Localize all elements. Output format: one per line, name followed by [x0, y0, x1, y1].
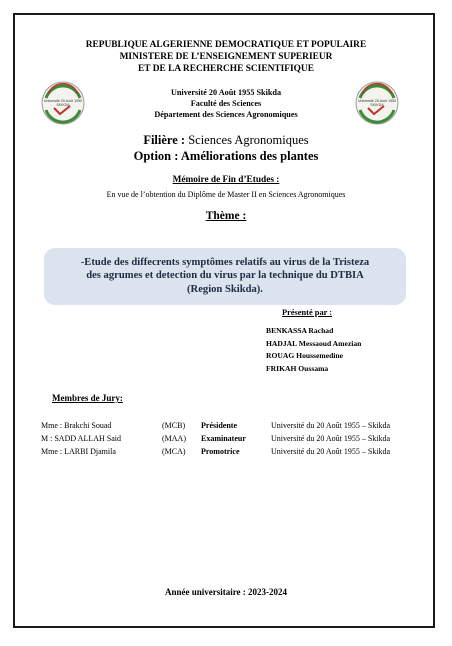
- option-line: [0, 149, 452, 163]
- filiere-line: [0, 133, 452, 147]
- department-name: Département des Sciences Agronomiques: [154, 110, 298, 119]
- faculty-name: Faculté des Sciences: [190, 99, 262, 108]
- theme-line-2: des agrumes et detection du virus par la technique du DTBIA: [86, 270, 364, 282]
- theme-line-3: (Region Skikda).: [187, 283, 263, 295]
- jury-title: Membres de Jury:: [52, 393, 123, 403]
- jury-member-institution: Université du 20 Août 1955 – Skikda: [271, 434, 391, 443]
- logo-text-city: SKIKDA: [56, 103, 70, 107]
- jury-member-role: Examinateur: [201, 434, 246, 443]
- jury-member-role: Présidente: [201, 421, 237, 430]
- jury-member-grade: (MCB): [162, 421, 186, 430]
- student-name: HADJAL Messaoud Amezian: [266, 338, 362, 348]
- option-label: Option :: [133, 149, 179, 163]
- header-line-republic: REPUBLIQUE ALGERIENNE DEMOCRATIQUE ET POPULAIRE: [85, 40, 367, 50]
- student-name: FRIKAH Oussama: [266, 364, 329, 374]
- memoire-subtitle: En vue de l’obtention du Diplôme de Master II en Sciences Agronomiques: [106, 190, 346, 199]
- jury-member-name: Mme : Brakchi Souad: [41, 421, 112, 430]
- header-line-ministry: MINISTERE DE L’ENSEIGNEMENT SUPERIEUR: [119, 52, 333, 62]
- jury-member-grade: (MCA): [162, 447, 186, 456]
- jury-member-institution: Université du 20 Août 1955 – Skikda: [271, 447, 391, 456]
- theme-title: [48, 256, 402, 296]
- students-list: [266, 325, 361, 376]
- filiere-value: Sciences Agronomiques: [188, 133, 309, 147]
- academic-year: Année universitaire : 2023-2024: [164, 587, 288, 597]
- logo-text-city: SKIKDA: [370, 103, 384, 107]
- option-value: Améliorations des plantes: [180, 149, 319, 163]
- memoire-title: Mémoire de Fin d’Etudes :: [172, 175, 280, 185]
- jury-member-institution: Université du 20 Août 1955 – Skikda: [271, 421, 391, 430]
- jury-member-role: Promotrice: [201, 447, 240, 456]
- header-line-research: ET DE LA RECHERCHE SCIENTIFIQUE: [138, 64, 314, 74]
- theme-line-1: -Etude des diffecrents symptômes relatifs au virus de la Tristeza: [80, 257, 370, 268]
- logo-text: Université 20 Août 1955: [357, 99, 397, 103]
- logo-text: Université 20 Août 1955: [43, 99, 83, 103]
- jury-member-name: M : SADD ALLAH Said: [41, 434, 122, 443]
- theme-label: Thème :: [205, 210, 247, 222]
- student-name: ROUAG Houssemedine: [266, 351, 343, 361]
- filiere-label: Filière :: [143, 133, 186, 147]
- jury-member-name: Mme : LARBI Djamila: [41, 447, 116, 456]
- presented-by-label: Présenté par :: [282, 308, 333, 317]
- jury-member-grade: (MAA): [162, 434, 186, 443]
- university-name: Université 20 Août 1955 Skikda: [170, 88, 282, 97]
- student-name: BENKASSA Rachad: [266, 326, 334, 335]
